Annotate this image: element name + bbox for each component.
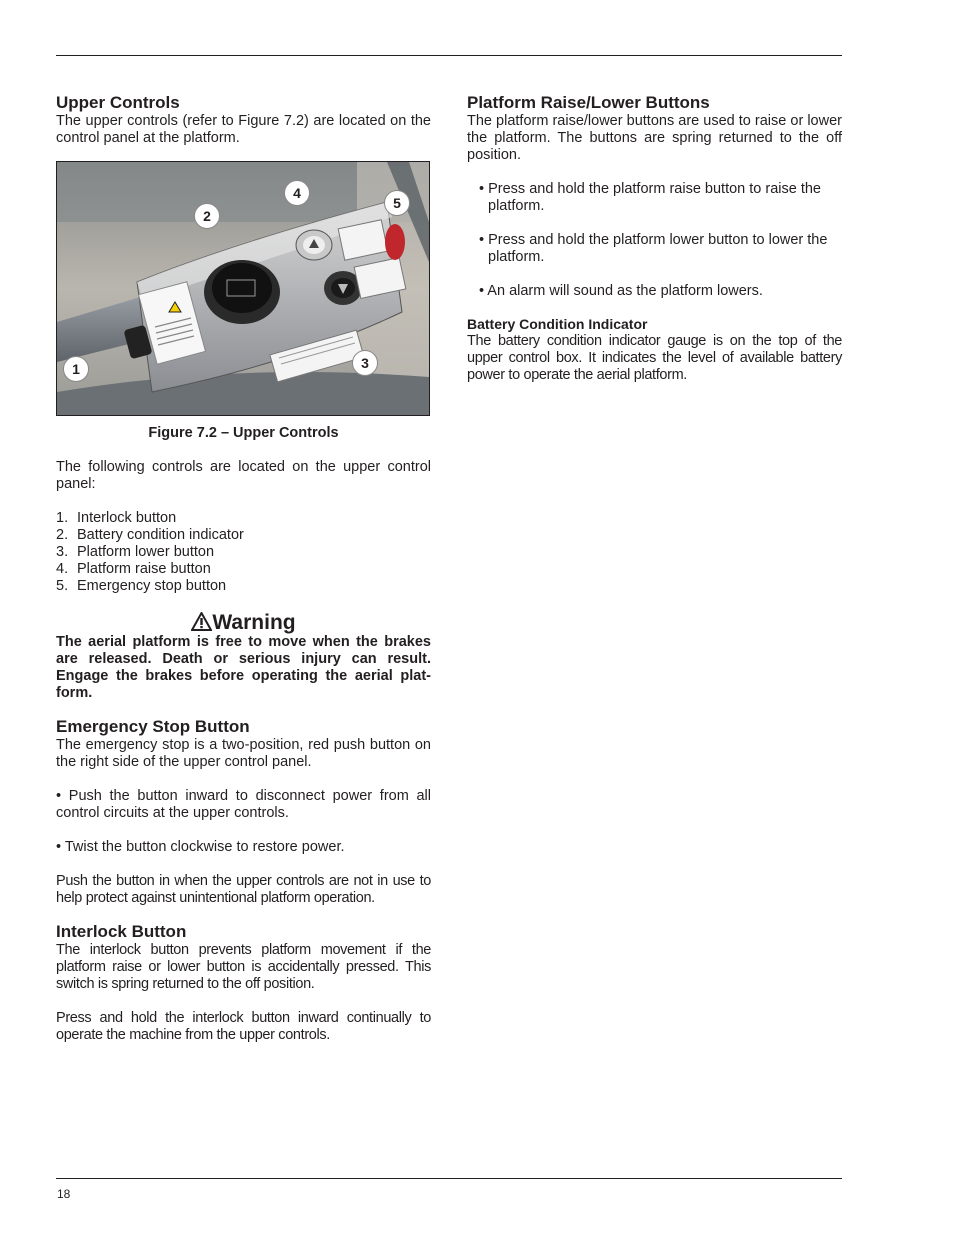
interlock-note: Press and hold the interlock button inward continually to operate the machine from the upper controls.: [56, 1010, 431, 1043]
page-number: 18: [57, 1187, 71, 1201]
list-item: 2. Battery condition indicator: [56, 527, 244, 543]
emergency-stop-note: Push the button in when the upper controls are not in use to help protect against unintentional platform operation.: [56, 873, 431, 906]
raise-bullet: • Press and hold the platform raise button to raise the platform.: [479, 181, 821, 214]
callout-3: 3: [352, 350, 378, 376]
interlock-text: The interlock button prevents platform movement if the platform raise or lower button is accidentally pressed. This switch is spring returned to the off position.: [56, 942, 431, 992]
list-item: 4. Platform raise button: [56, 561, 211, 577]
list-item: 3. Platform lower button: [56, 544, 215, 560]
callout-4: 4: [284, 180, 310, 206]
upper-controls-heading: Upper Controls: [56, 93, 180, 112]
alarm-bullet: • An alarm will sound as the platform lowers.: [479, 283, 763, 299]
callout-1: 1: [63, 356, 89, 382]
upper-controls-figure: [56, 161, 430, 416]
emergency-stop-bullet-2: • Twist the button clockwise to restore power.: [56, 839, 345, 855]
raise-lower-text: The platform raise/lower buttons are used to raise or lower the platform. The buttons are spring returned to the off position.: [467, 113, 842, 163]
controls-list: [56, 510, 431, 595]
top-rule: [56, 55, 842, 56]
figure-caption: Figure 7.2 – Upper Controls: [148, 425, 339, 441]
controls-intro: The following controls are located on the upper control panel:: [56, 459, 431, 492]
interlock-heading: Interlock Button: [56, 922, 187, 941]
control-panel-photo: [57, 162, 429, 415]
raise-lower-heading: Platform Raise/Lower Buttons: [467, 93, 710, 112]
warning-title: [56, 611, 431, 634]
warning-triangle-icon: [191, 612, 212, 631]
battery-text: The battery condition indicator gauge is on the top of the upper control box. It indicates the level of available battery power to operate the aerial platform.: [467, 333, 842, 383]
emergency-stop-heading: Emergency Stop Button: [56, 717, 250, 736]
warning-title-text: Warning: [212, 611, 296, 634]
list-item: 1. Interlock button: [56, 510, 177, 526]
list-item: 5. Emergency stop button: [56, 578, 227, 594]
left-column: [56, 93, 431, 1044]
bottom-rule: [56, 1178, 842, 1179]
emergency-stop-bullet-1: • Push the button inward to disconnect power from all control circuits at the upper controls.: [56, 788, 431, 821]
battery-heading: Battery Condition Indicator: [467, 316, 648, 332]
callout-2: 2: [194, 203, 220, 229]
emergency-stop-text: The emergency stop is a two-position, red push button on the right side of the upper control panel.: [56, 737, 431, 770]
callout-5: 5: [384, 190, 410, 216]
upper-controls-text: The upper controls (refer to Figure 7.2) are located on the control panel at the platform.: [56, 113, 431, 146]
right-column: [467, 93, 842, 384]
warning-text: The aerial platform is free to move when the brakes are released. Death or serious injury can result. Engage the brakes before operating the aerial plat-form.: [56, 634, 431, 701]
lower-bullet: • Press and hold the platform lower button to lower the platform.: [479, 232, 828, 265]
